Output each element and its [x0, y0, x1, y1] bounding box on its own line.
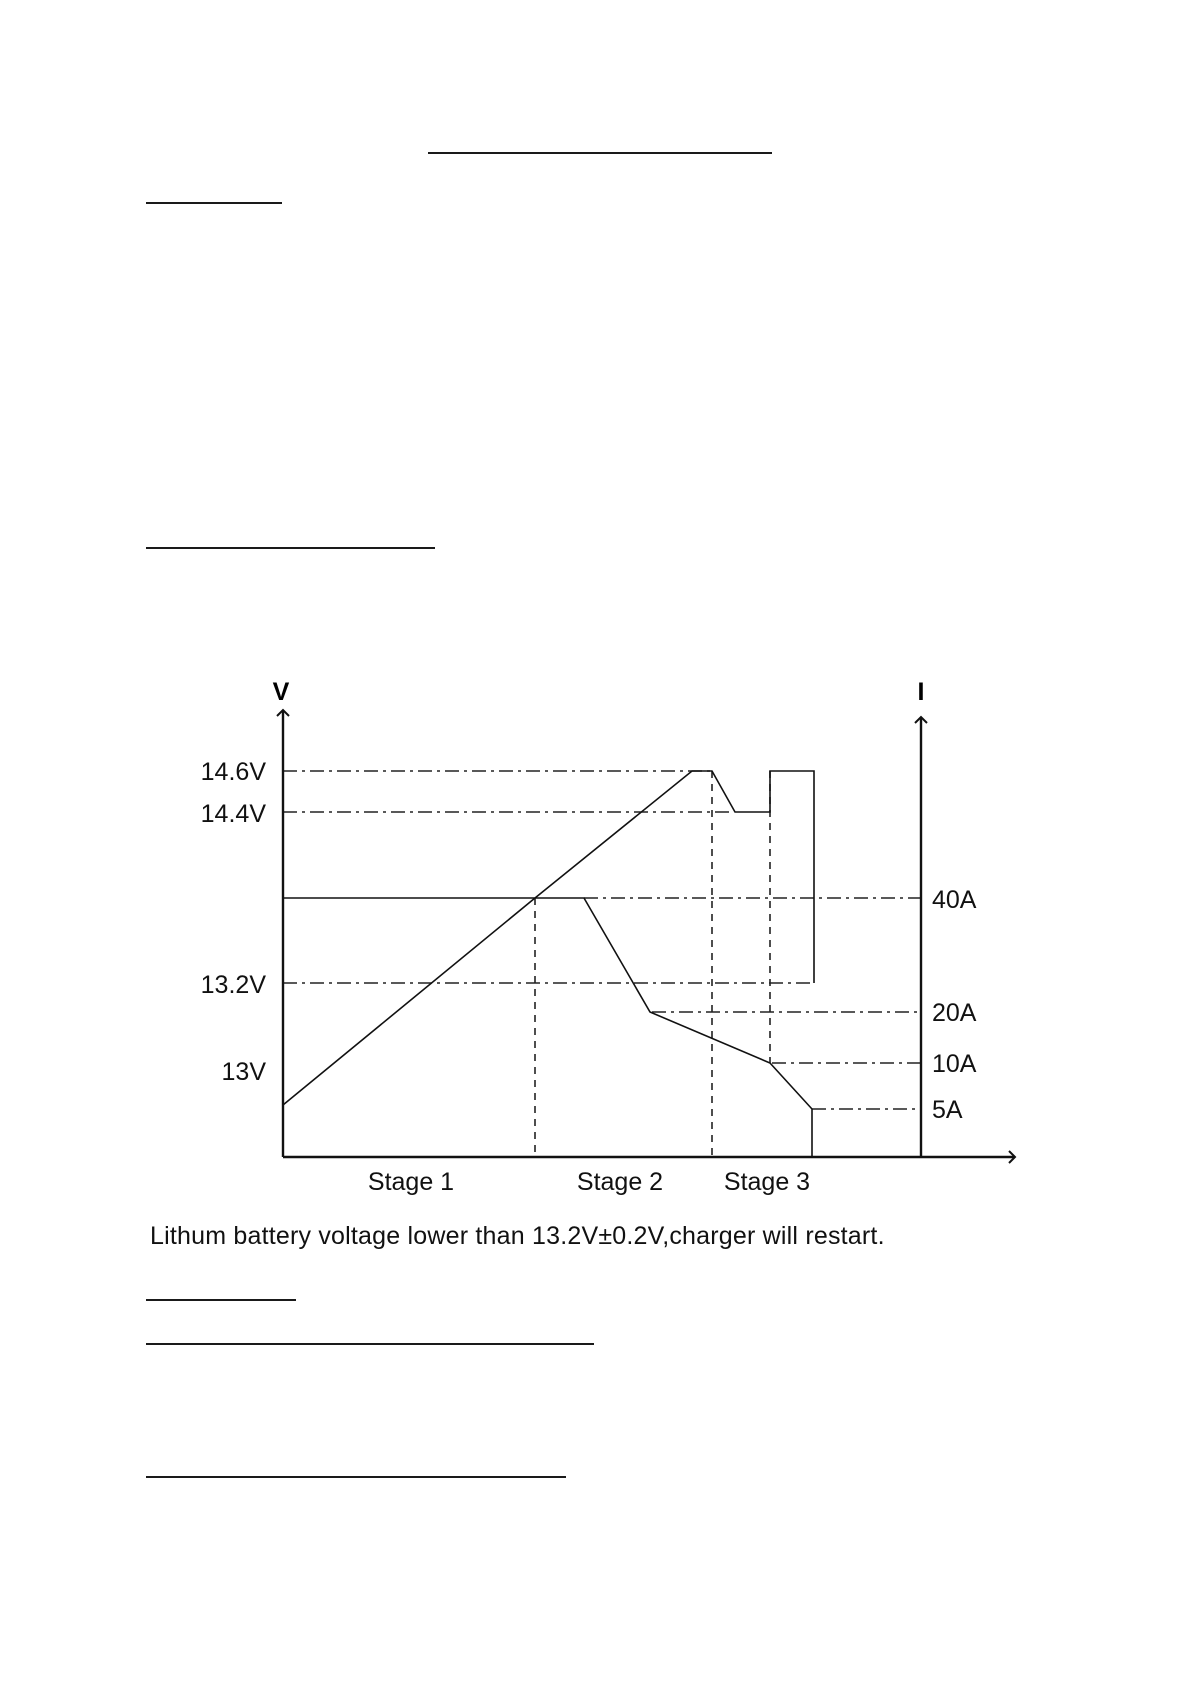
stage-label-2: Stage 2	[576, 1168, 664, 1196]
tick-14.4v: 14.4V	[200, 800, 266, 828]
current-curve	[283, 898, 812, 1157]
tick-10a: 10A	[932, 1050, 977, 1078]
section-rule-3	[146, 1299, 296, 1301]
stage-label-3: Stage 3	[723, 1168, 811, 1196]
tick-14.6v: 14.6V	[200, 758, 266, 786]
v-axis-label: V	[272, 678, 290, 706]
tick-40a: 40A	[932, 886, 977, 914]
chart-caption: Lithum battery voltage lower than 13.2V±0.2V,charger will restart.	[150, 1222, 885, 1250]
tick-13.2v: 13.2V	[200, 971, 266, 999]
voltage-curve	[283, 771, 814, 1105]
reference-lines	[283, 771, 920, 1157]
tick-13v: 13V	[221, 1058, 266, 1086]
section-rule-4	[146, 1343, 594, 1345]
stage-label-1: Stage 1	[367, 1168, 455, 1196]
section-rule-5	[146, 1476, 566, 1478]
tick-20a: 20A	[932, 999, 977, 1027]
i-axis-label: I	[917, 678, 925, 706]
tick-5a: 5A	[932, 1096, 963, 1124]
